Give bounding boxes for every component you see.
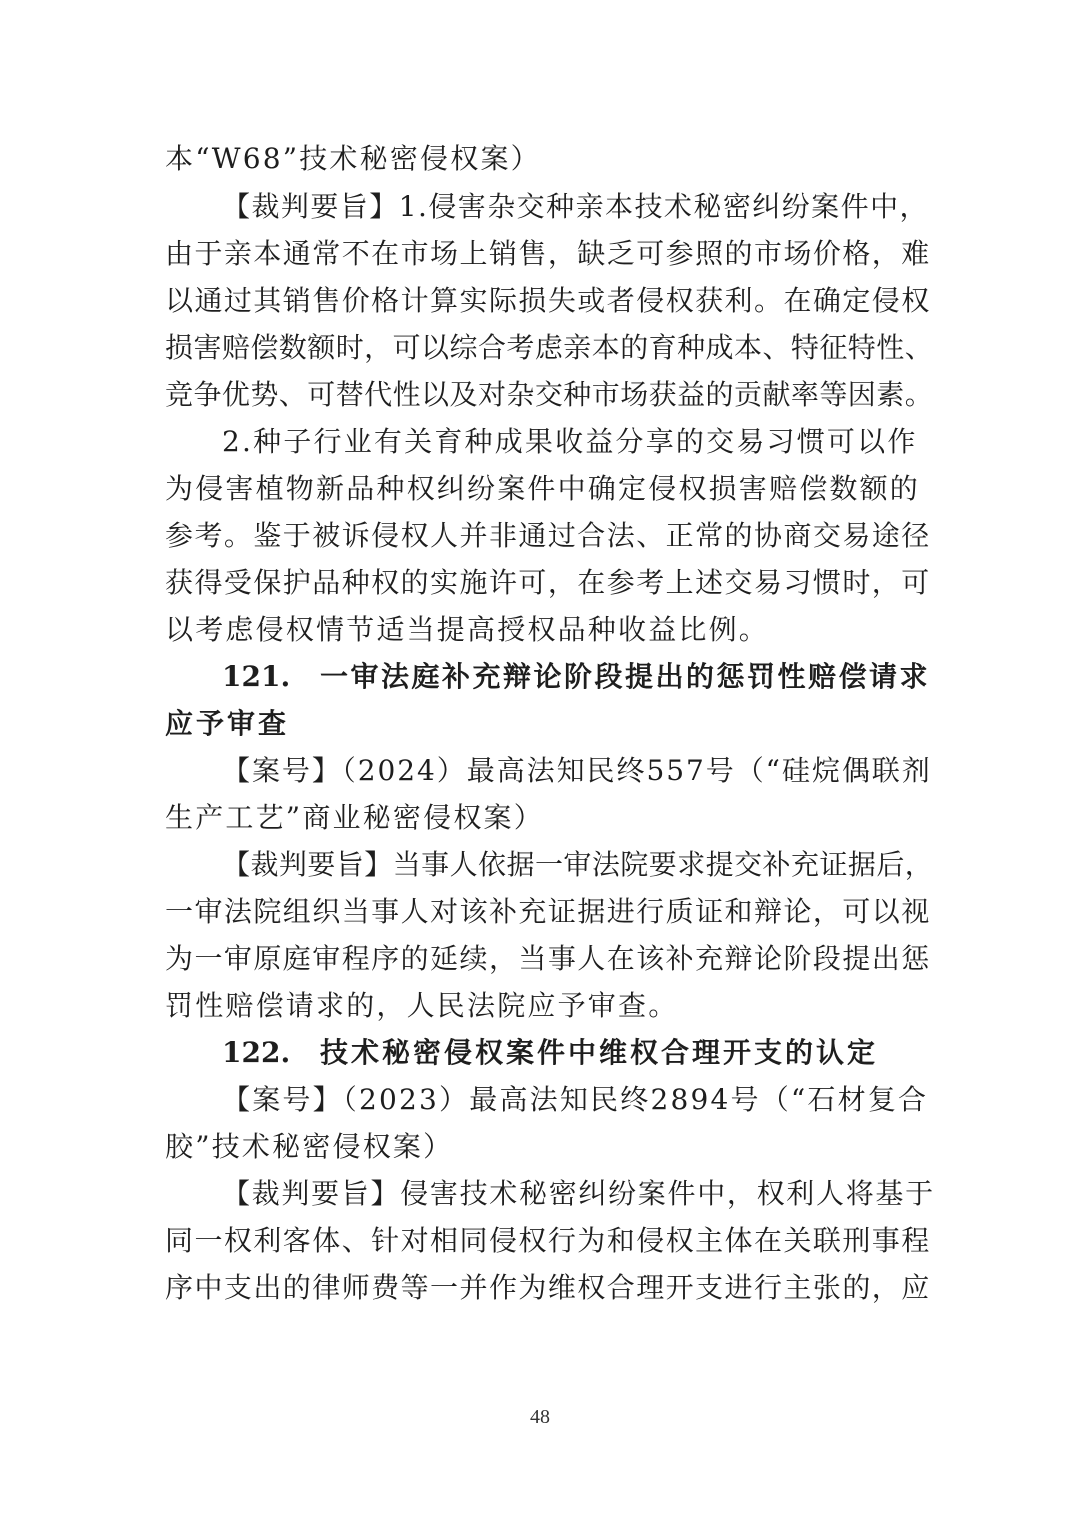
section-number: 121. — [222, 660, 291, 693]
text-line: 参考。鉴于被诉侵权人并非通过合法、正常的协商交易途径 — [165, 519, 931, 552]
text-line: 胶”技术秘密侵权案） — [165, 1130, 454, 1163]
text-line: 2.种子行业有关育种成果收益分享的交易习惯可以作 — [222, 425, 918, 458]
text-line: 由于亲本通常不在市场上销售，缺乏可参照的市场价格，难 — [165, 237, 931, 270]
text-line: 【案号】（2023）最高法知民终2894号（“石材复合 — [222, 1083, 929, 1116]
text-line: 损害赔偿数额时，可以综合考虑亲本的育种成本、特征特性、 — [165, 331, 934, 364]
text-line: 【案号】（2024）最高法知民终557号（“硅烷偶联剂 — [222, 754, 932, 787]
text-line: 为侵害植物新品种权纠纷案件中确定侵权损害赔偿数额的 — [165, 472, 921, 505]
text-line: 【裁判要旨】侵害技术秘密纠纷案件中，权利人将基于 — [222, 1177, 935, 1210]
section-title: 一审法庭补充辩论阶段提出的惩罚性赔偿请求 — [320, 660, 931, 693]
section-heading-122 — [222, 1036, 878, 1070]
text-line: 生产工艺”商业秘密侵权案） — [165, 801, 544, 834]
text-line: 【裁判要旨】当事人依据一审法院要求提交补充证据后， — [222, 848, 934, 881]
text-line: 竞争优势、可替代性以及对杂交种市场获益的贡献率等因素。 — [165, 378, 934, 411]
page-number: 48 — [530, 1406, 550, 1428]
text-line: 罚性赔偿请求的，人民法院应予审查。 — [165, 989, 679, 1022]
text-line: 获得受保护品种权的实施许可，在参考上述交易习惯时，可 — [165, 566, 931, 599]
section-title: 技术秘密侵权案件中维权合理开支的认定 — [320, 1036, 879, 1069]
section-heading-121-continued: 应予审查 — [165, 707, 290, 740]
text-line: 【裁判要旨】1.侵害杂交种亲本技术秘密纠纷案件中， — [222, 190, 929, 223]
section-number: 122. — [222, 1036, 291, 1069]
text-line: 以考虑侵权情节适当提高授权品种收益比例。 — [165, 613, 770, 646]
section-heading-121 — [222, 660, 930, 694]
text-line: 一审法院组织当事人对该补充证据进行质证和辩论，可以视 — [165, 895, 931, 928]
text-line: 本“W68”技术秘密侵权案） — [165, 142, 541, 175]
text-line: 为一审原庭审程序的延续，当事人在该补充辩论阶段提出惩 — [165, 942, 931, 975]
text-line: 以通过其销售价格计算实际损失或者侵权获利。在确定侵权 — [165, 284, 931, 317]
text-line: 同一权利客体、针对相同侵权行为和侵权主体在关联刑事程 — [165, 1224, 931, 1257]
text-line: 序中支出的律师费等一并作为维权合理开支进行主张的，应 — [165, 1271, 931, 1304]
